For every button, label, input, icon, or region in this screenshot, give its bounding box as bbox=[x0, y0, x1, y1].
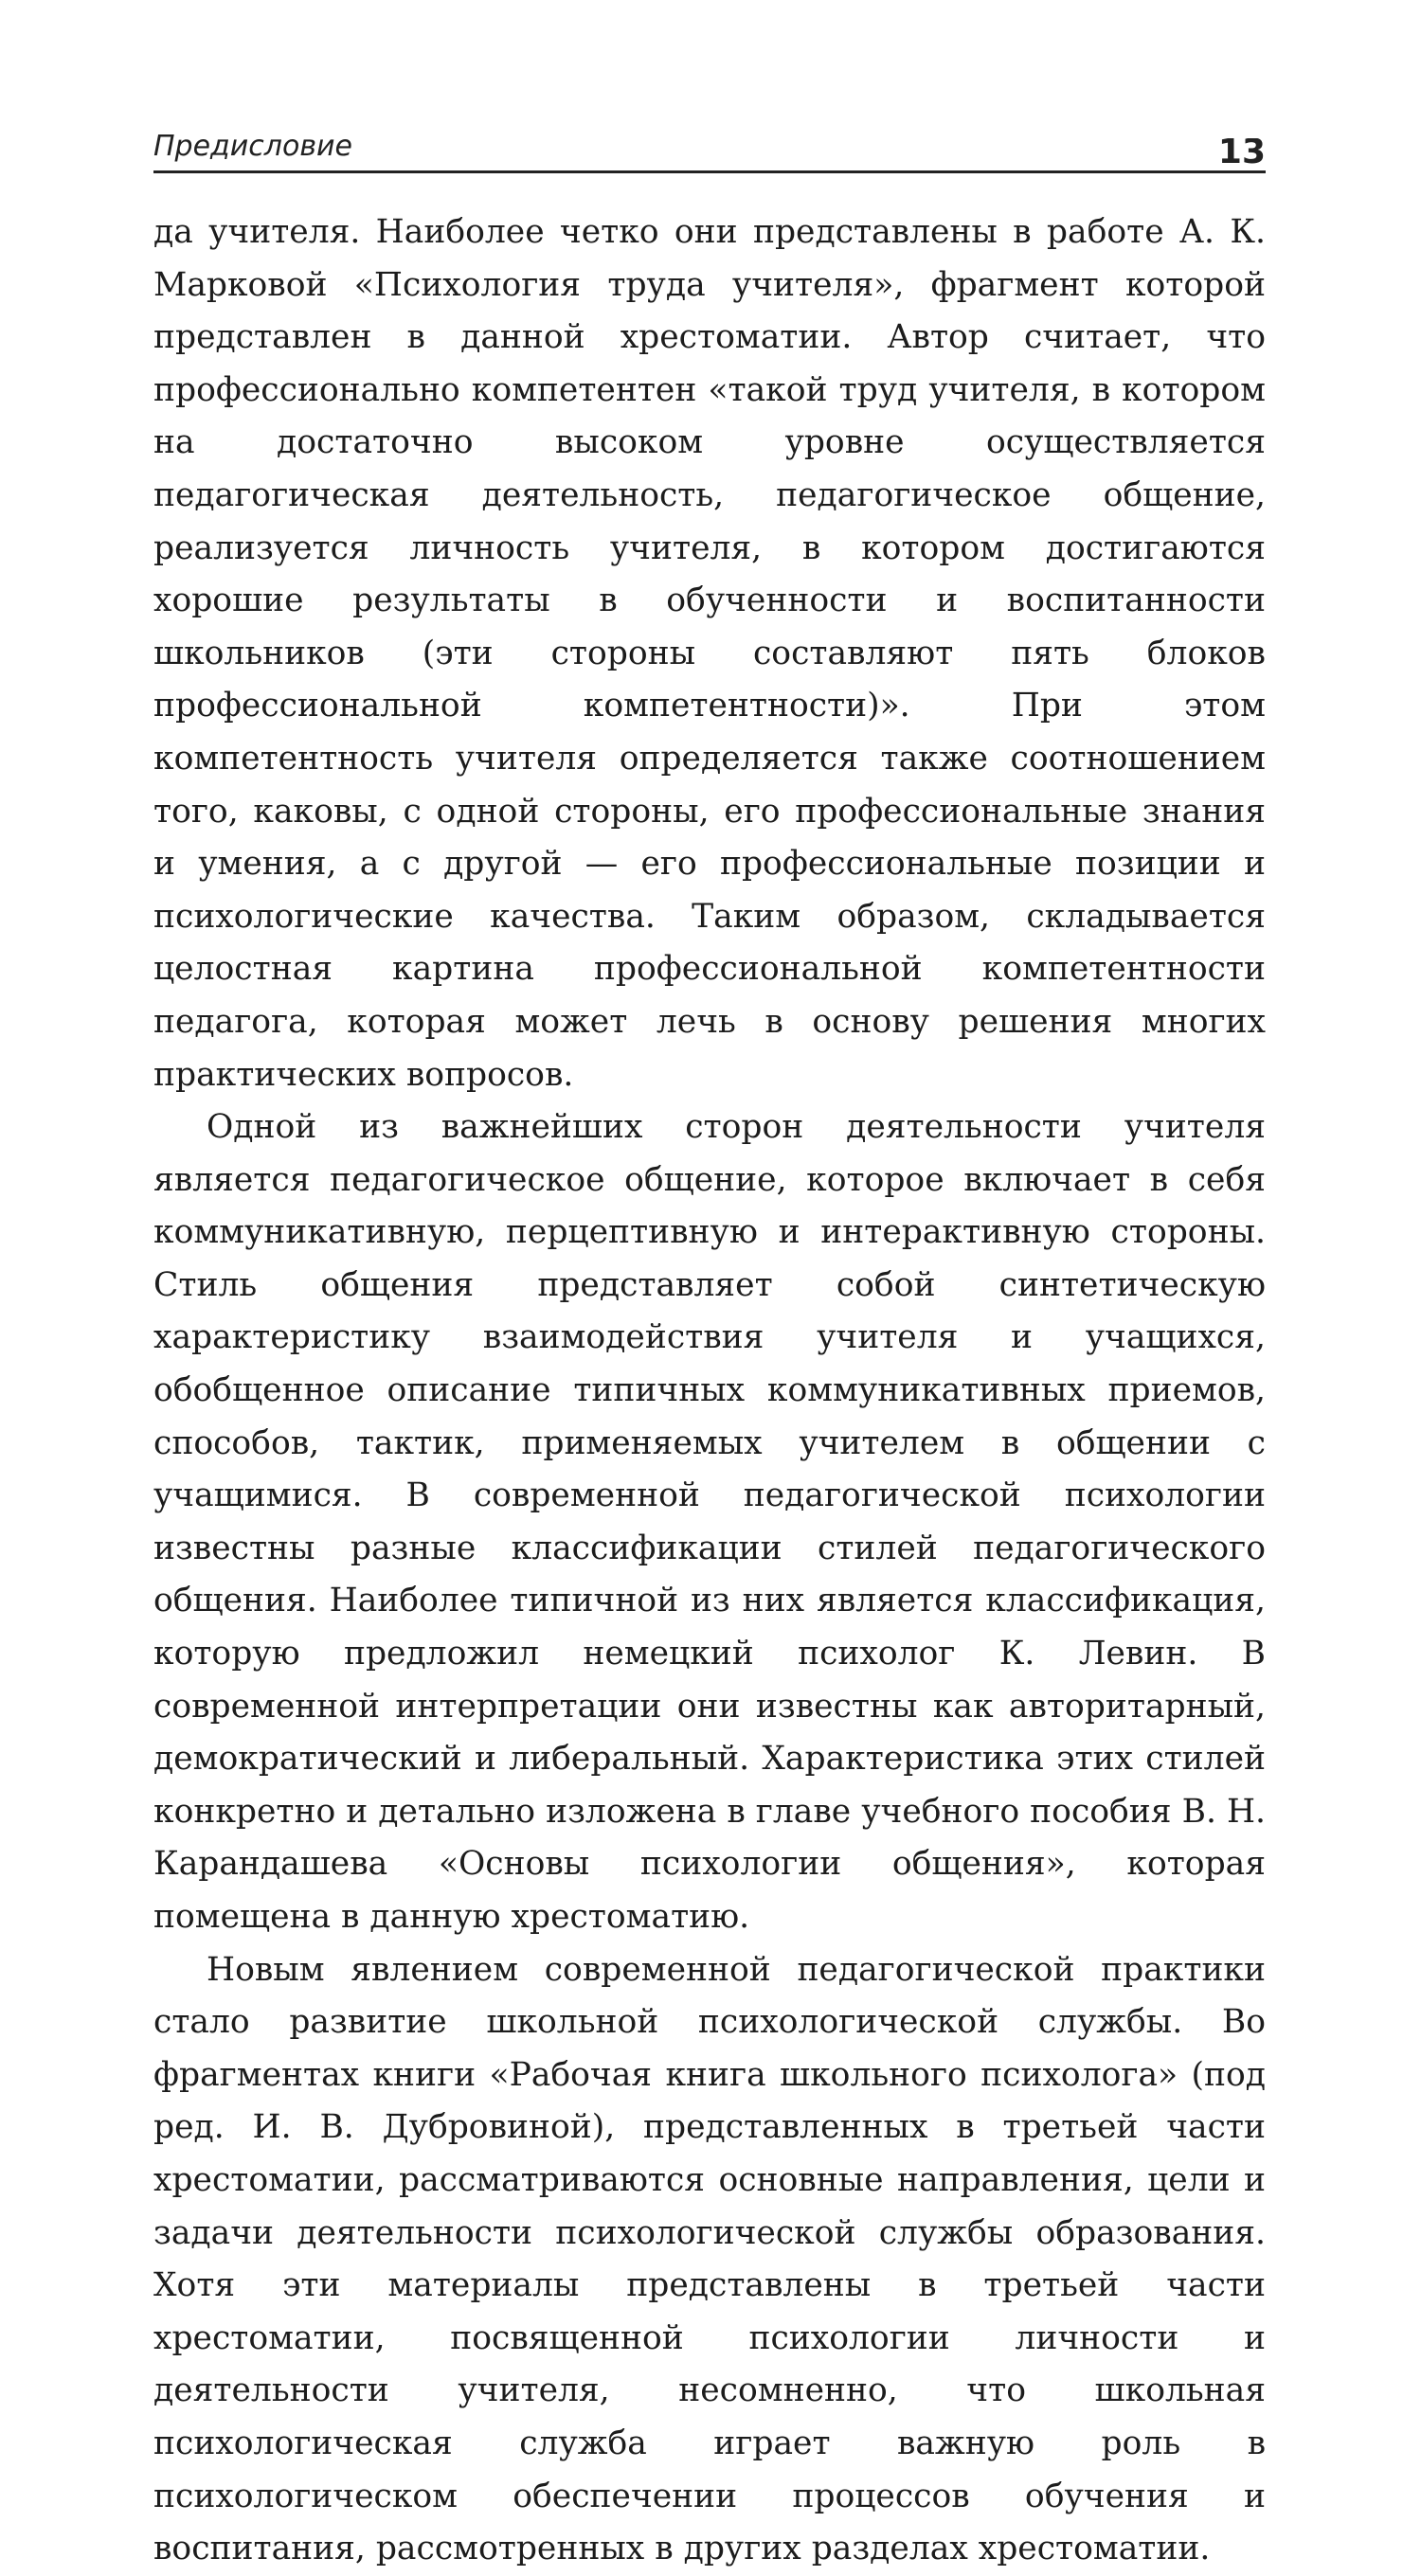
page-header bbox=[153, 116, 1266, 173]
page-number: 13 bbox=[1217, 138, 1266, 167]
paragraph-school-psychology-service: Новым явлением современной педагогической практики стало развитие школьной психологической службы. Во фрагментах книги «Рабочая книга школьного психолога» (под ред. И. В. Дубровиной), представленных в третьей части хрестоматии, рассматриваются основные направления, цели и задачи деятельности психологической службы образования. Хотя эти материалы представлены в третьей части хрестоматии, посвященной психологии личности и деятельности учителя, несомненно, что школьная психологическая служба играет важную роль в психологическом обеспечении процессов обучения и воспитания, рассмотренных в других разделах хрестоматии. bbox=[153, 1950, 1266, 2568]
running-head-title: Предисловие bbox=[153, 130, 352, 163]
paragraph-communication-style: Одной из важнейших сторон деятельности учителя является педагогическое общение, которое включает в себя коммуникативную, перцептивную и интерактивную стороны. Стиль общения представляет собой синтетическую характеристику взаимодействия учителя и учащихся, обобщенное описание типичных коммуникативных приемов, способов, тактик, применяемых учителем в общении с учащимися. В современной педагогической психологии известны разные классификации стилей педагогического общения. Наиболее типичной из них является классификация, которую предложил немецкий психолог К. Левин. В современной интерпретации они известны как авторитарный, демократический и либеральный. Характеристика этих стилей конкретно и детально изложена в главе учебного пособия В. Н. Карандашева «Основы психологии общения», которая помещена в данную хрестоматию. bbox=[153, 1108, 1266, 1936]
body-text bbox=[153, 206, 1266, 2576]
paragraph-continued: да учителя. Наиболее четко они представлены в работе А. К. Марковой «Психология труда учителя», фрагмент которой представлен в данной хрестоматии. Автор считает, что профессионально компетентен «такой труд учителя, в котором на достаточно высоком уровне осуществляется педагогическая деятельность, педагогическое общение, реализуется личность учителя, в котором достигаются хорошие результаты в обученности и воспитанности школьников (эти стороны составляют пять блоков профессиональной компетентности)». При этом компетентность учителя определяется также соотношением того, каковы, с одной стороны, его профессиональные знания и умения, а с другой — его профессиональные позиции и психологические качества. Таким образом, складывается целостная картина профессиональной компетентности педагога, которая может лечь в основу решения многих практических вопросов. bbox=[153, 213, 1266, 1094]
